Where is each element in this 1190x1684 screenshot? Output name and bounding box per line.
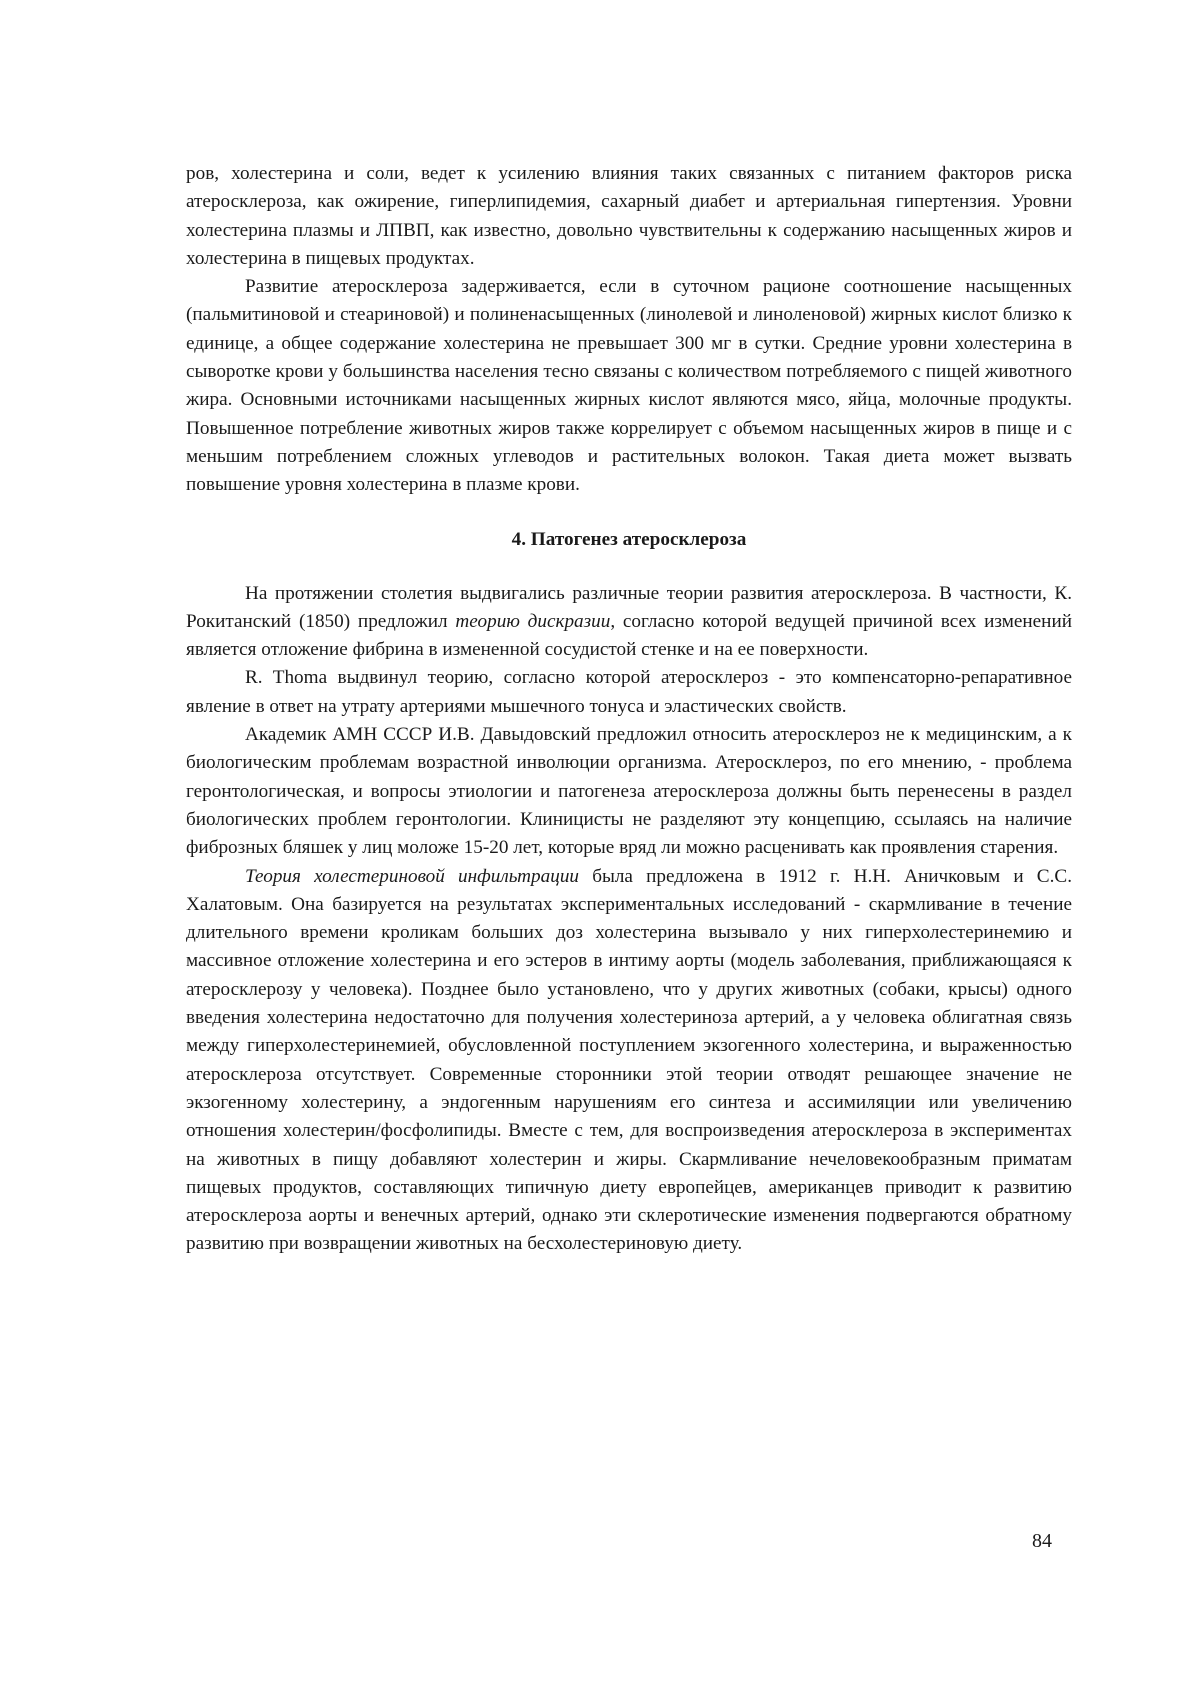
paragraph-continuation: ров, холестерина и соли, ведет к усилению влияния таких связанных с питанием факторов риска атеросклероза, как ожирение, гиперлипидемия, сахарный диабет и артериальная гипертензия. Уровни холестерина плазмы и ЛПВП, как известно, довольно чувствительны к содержанию насыщенных жиров и холестерина в пищевых продуктах. <box>186 163 1072 269</box>
term-italic: теорию дискразии <box>455 610 611 632</box>
paragraph-davydovsky: Академик АМН СССР И.В. Давыдовский предложил относить атеросклероз не к медицинским, а к биологическим проблемам возрастной инволюции организма. Атеросклероз, по его мнению, - проблема геронтологическая, и вопросы этиологии и патогенеза атеросклероза должны быть перенесены в раздел биологических проблем геронтологии. Клиницисты не разделяют эту концепцию, ссылаясь на наличие фиброзных бляшек у лиц моложе 15-20 лет, которые вряд ли можно расценивать как проявления старения. <box>186 724 1072 859</box>
text-run: , согласно которой ведущей причиной всех изменений является отложение фибрина в измененной сосудистой стенке и на ее поверхности. <box>186 610 1072 661</box>
term-italic: Теория холестериновой инфильтрации <box>245 865 580 887</box>
paragraph-thoma: R. Thoma выдвинул теорию, согласно которой атеросклероз - это компенсаторно-репаративное явление в ответ на утрату артериями мышечного тонуса и эластических свойств. <box>186 667 1072 717</box>
text-run: На протяжении столетия выдвигались различные теории развития атеросклероза. В частности, К. Рокитанский (1850) предложил <box>186 582 1072 632</box>
page-body <box>186 160 1072 1259</box>
page-number: 84 <box>1032 1530 1052 1552</box>
paragraph-theories <box>186 580 1072 665</box>
paragraph-diet: Развитие атеросклероза задерживается, если в суточном рационе соотношение насыщенных (пальмитиновой и стеариновой) и полиненасыщенных (линолевой и линоленовой) жирных кислот близко к единице, а общее содержание холестерина не превышает 300 мг в сутки. Средние уровни холестерина в сыворотке крови у большинства населения тесно связаны с количеством потребляемого с пищей животного жира. Основными источниками насыщенных жирных кислот являются мясо, яйца, молочные продукты. Повышенное потребление животных жиров также коррелирует с объемом насыщенных жиров в пище и с меньшим потреблением сложных углеводов и растительных волокон. Такая диета может вызвать повышение уровня холестерина в плазме крови. <box>186 276 1072 496</box>
paragraph-cholesterol-theory <box>186 863 1072 1259</box>
text-run: была предложена в 1912 г. Н.Н. Аничковым и С.С. Халатовым. Она базируется на результатах экспериментальных исследований - скармливание в течение длительного времени кроликам больших доз холестерина вызывало у них гиперхолестеринемию и массивное отложение холестерина и его эстеров в интиму аорты (модель заболевания, приближающаяся к атеросклерозу у человека). Позднее было установлено, что у других животных (собаки, крысы) одного введения холестерина недостаточно для получения холестериноза артерий, а у человека облигатная связь между гиперхолестеринемией, обусловленной поступлением экзогенного холестерина, и выраженностью атеросклероза отсутствует. Современные сторонники этой теории отводят решающее значение не экзогенному холестерину, а эндогенным нарушениям его синтеза и ассимиляции или увеличению отношения холестерин/фосфолипиды. Вместе с тем, для воспроизведения атеросклероза в экспериментах на животных в пищу добавляют холестерин и жиры. Скармливание нечеловекообразным приматам пищевых продуктов, составляющих типичную диету европейцев, американцев приводит к развитию атеросклероза аорты и венечных артерий, однако эти склеротические изменения подвергаются обратному развитию при возвращении животных на бесхолестериновую диету. <box>186 865 1072 1255</box>
section-heading: 4. Патогенез атеросклероза <box>511 528 747 550</box>
